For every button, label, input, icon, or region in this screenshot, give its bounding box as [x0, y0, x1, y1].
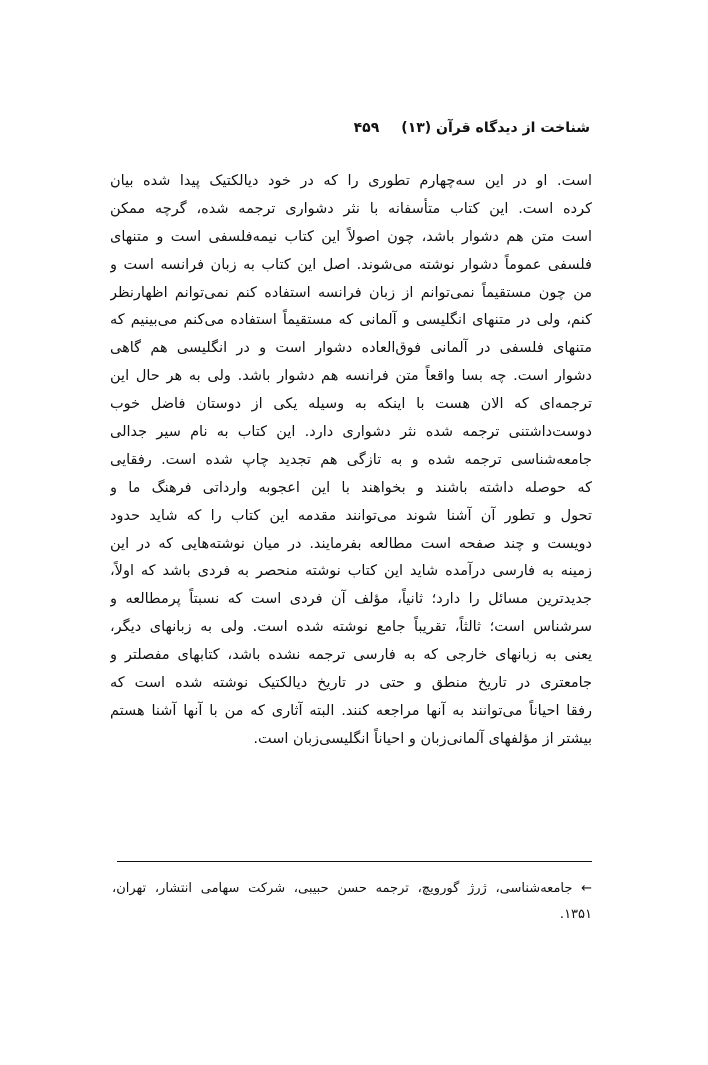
text-line: جدیدترین مسائل را دارد؛ ثانیاً، مؤلف آن فردی است که نسبتاً پرمطالعه و — [110, 591, 592, 608]
footnote — [112, 876, 592, 928]
text-line: سرشناس است؛ ثالثاً، تقریباً جامع نوشته شده است. ولی به زبانهای دیگر، — [110, 619, 592, 636]
text-line: است متن هم دشوار باشد، چون اصولاً این کتاب نیمه‌فلسفی است و متنهای — [110, 228, 592, 245]
running-header-title: شناخت از دیدگاه قرآن (۱۳) — [401, 120, 590, 136]
text-line: کنم، ولی در متنهای انگلیسی و آلمانی که مستقیماً استفاده می‌کنم می‌بینیم که — [110, 312, 592, 329]
page-number: ۴۵۹ — [353, 120, 380, 136]
running-header — [115, 120, 590, 144]
body-text — [110, 168, 592, 754]
text-line: جامعه‌شناسی ترجمه شده و به تازگی هم تجدید چاپ شده است. رفقایی — [110, 451, 592, 468]
text-line: کرده است. این کتاب متأسفانه با نثر دشواری ترجمه شده، گرچه ممکن — [110, 200, 592, 217]
text-line: زمینه به فارسی درآمده شاید این کتاب نوشته منحصر به فردی باشد که اولاً، — [110, 563, 592, 580]
text-line: تحول و تطور آن آشنا شوند می‌توانند مقدمه این کتاب را که شاید حدود — [110, 507, 592, 524]
text-line: دویست و چند صفحه است مطالعه بفرمایند. در میان نوشته‌هایی که در این — [110, 535, 592, 552]
text-line: بیشتر از مؤلفهای آلمانی‌زبان و احیاناً انگلیسی‌زبان است. — [253, 730, 592, 747]
footnote-line: ← جامعه‌شناسی، ژرژ گورویچ، ترجمه حسن حبیبی، شرکت سهامی انتشار، تهران، — [112, 881, 592, 896]
text-line: من چون مستقیماً نمی‌توانم از زبان فرانسه استفاده کنم نمی‌توانم اظهارنظر — [110, 284, 592, 301]
text-line: دوست‌داشتنی ترجمه شده نثر دشواری دارد. این کتاب به نام سیر جدالی — [110, 424, 592, 441]
text-line: فلسفی عموماً دشوار نوشته می‌شوند. اصل این کتاب به زبان فرانسه است و — [110, 256, 592, 273]
text-line: که حوصله داشته باشند و بخواهند با این اعجوبه وارداتی فرهنگ ما و — [110, 479, 592, 496]
text-line: رفقا احیاناً می‌توانند به آنها مراجعه کنند. البته آثاری که من با آنها آشنا هستم — [110, 702, 592, 719]
footnote-divider — [117, 861, 592, 862]
text-line: جامعتری در تاریخ منطق و حتی در تاریخ دیالکتیک نوشته شده است که — [110, 675, 592, 692]
text-line: دشوار است. چه بسا واقعاً متن فرانسه هم دشوار باشد. ولی به هر حال این — [110, 368, 592, 385]
text-line: ترجمه‌ای که الان هست با اینکه به وسیله یکی از دوستان فاضل خوب — [110, 396, 592, 413]
text-line: است. او در این سه‌چهارم تطوری را که در خود دیالکتیک پیدا شده بیان — [110, 173, 592, 189]
footnote-line: ۱۳۵۱. — [559, 907, 592, 922]
text-line: متنهای فلسفی در آلمانی فوق‌العاده دشوار است و در انگلیسی هم گاهی — [110, 340, 592, 357]
text-line: یعنی به زبانهای خارجی که به فارسی ترجمه نشده باشد، کتابهای مفصلتر و — [110, 647, 592, 664]
